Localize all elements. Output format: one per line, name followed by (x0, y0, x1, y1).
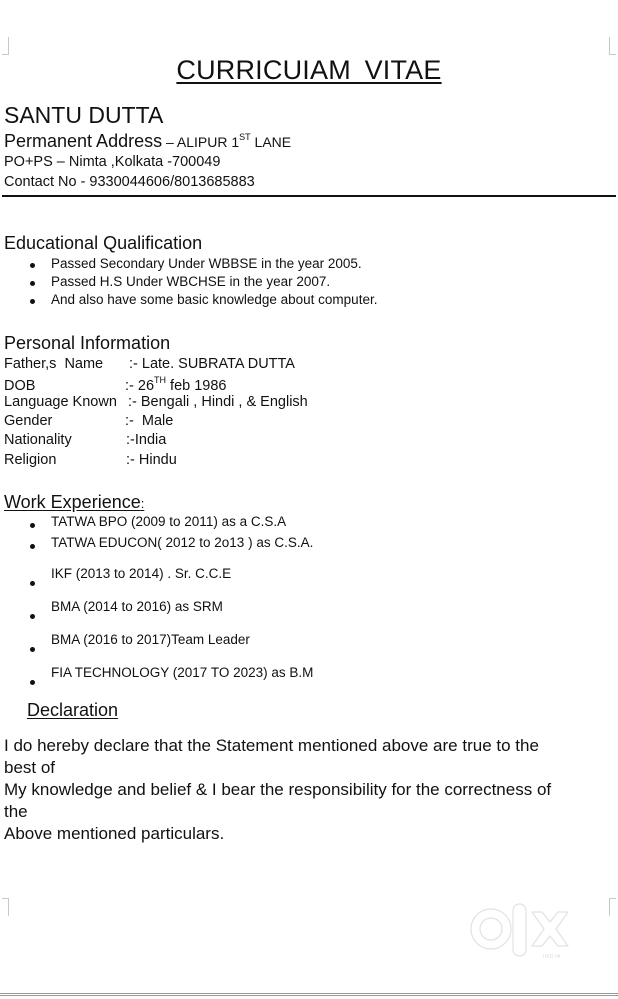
olx-watermark-logo (470, 902, 582, 962)
list-item: BMA (2016 to 2017)Team Leader (0, 632, 313, 665)
declaration-line: My knowledge and belief & I bear the responsibility for the correctness of (4, 780, 552, 799)
page-bottom-edge (0, 993, 618, 996)
svg-text:INDIA: INDIA (542, 954, 562, 960)
work-list (0, 514, 313, 556)
declaration-line: the (4, 802, 28, 821)
po-ps-line: PO+PS – Nimta ,Kolkata -700049 (4, 154, 221, 170)
list-item: TATWA BPO (2009 to 2011) as a C.S.A (0, 514, 313, 535)
address-value: ALIPUR 1 (176, 134, 240, 150)
document-title: CURRICUIAM VITAE (176, 55, 442, 85)
info-row-religion: Religion :- Hindu (4, 452, 177, 468)
declaration-line: I do hereby declare that the Statement mentioned above are true to the (4, 736, 539, 755)
declaration-line: best of (4, 758, 56, 777)
list-item: IKF (2013 to 2014) . Sr. C.C.E (0, 566, 313, 599)
page-corner-mark-top-left (2, 37, 9, 55)
olx-logo-icon (470, 902, 582, 962)
list-item: Passed Secondary Under WBBSE in the year 2005. (0, 256, 377, 274)
list-item: Passed H.S Under WBCHSE in the year 2007. (0, 274, 377, 292)
declaration-heading: Declaration (27, 700, 119, 720)
page-corner-mark-bottom-left (2, 898, 9, 916)
education-list (0, 256, 377, 310)
candidate-name: SANTU DUTTA (4, 102, 164, 128)
info-row-gender: Gender :- Male (4, 413, 174, 429)
declaration-line: Above mentioned particulars. (4, 824, 225, 843)
list-item: And also have some basic knowledge about computer. (0, 292, 377, 310)
page-corner-mark-bottom-right (609, 898, 616, 916)
contact-line: Contact No - 9330044606/8013685883 (4, 174, 255, 190)
list-item: BMA (2014 to 2016) as SRM (0, 599, 313, 632)
permanent-address: Permanent Address – ALIPUR 1ST LANE (4, 131, 292, 151)
list-item: TATWA EDUCON( 2012 to 2o13 ) as C.S.A. (0, 535, 313, 556)
education-heading: Educational Qualification (4, 233, 203, 253)
info-row-nationality: Nationality :-India (4, 432, 167, 448)
list-item: FIA TECHNOLOGY (2017 TO 2023) as B.M (0, 665, 313, 698)
info-row-father: Father,s Name :- Late. SUBRATA DUTTA (4, 356, 295, 372)
address-label: Permanent Address (4, 131, 163, 151)
info-row-dob: DOB :- 26TH feb 1986 (4, 375, 227, 394)
info-row-language: Language Known :- Bengali , Hindi , & English (4, 394, 308, 410)
work-heading: Work Experience: (4, 492, 145, 512)
personal-heading: Personal Information (4, 333, 171, 353)
header-divider (2, 195, 616, 197)
page-corner-mark-top-right (609, 37, 616, 55)
work-list-continued (0, 566, 313, 698)
